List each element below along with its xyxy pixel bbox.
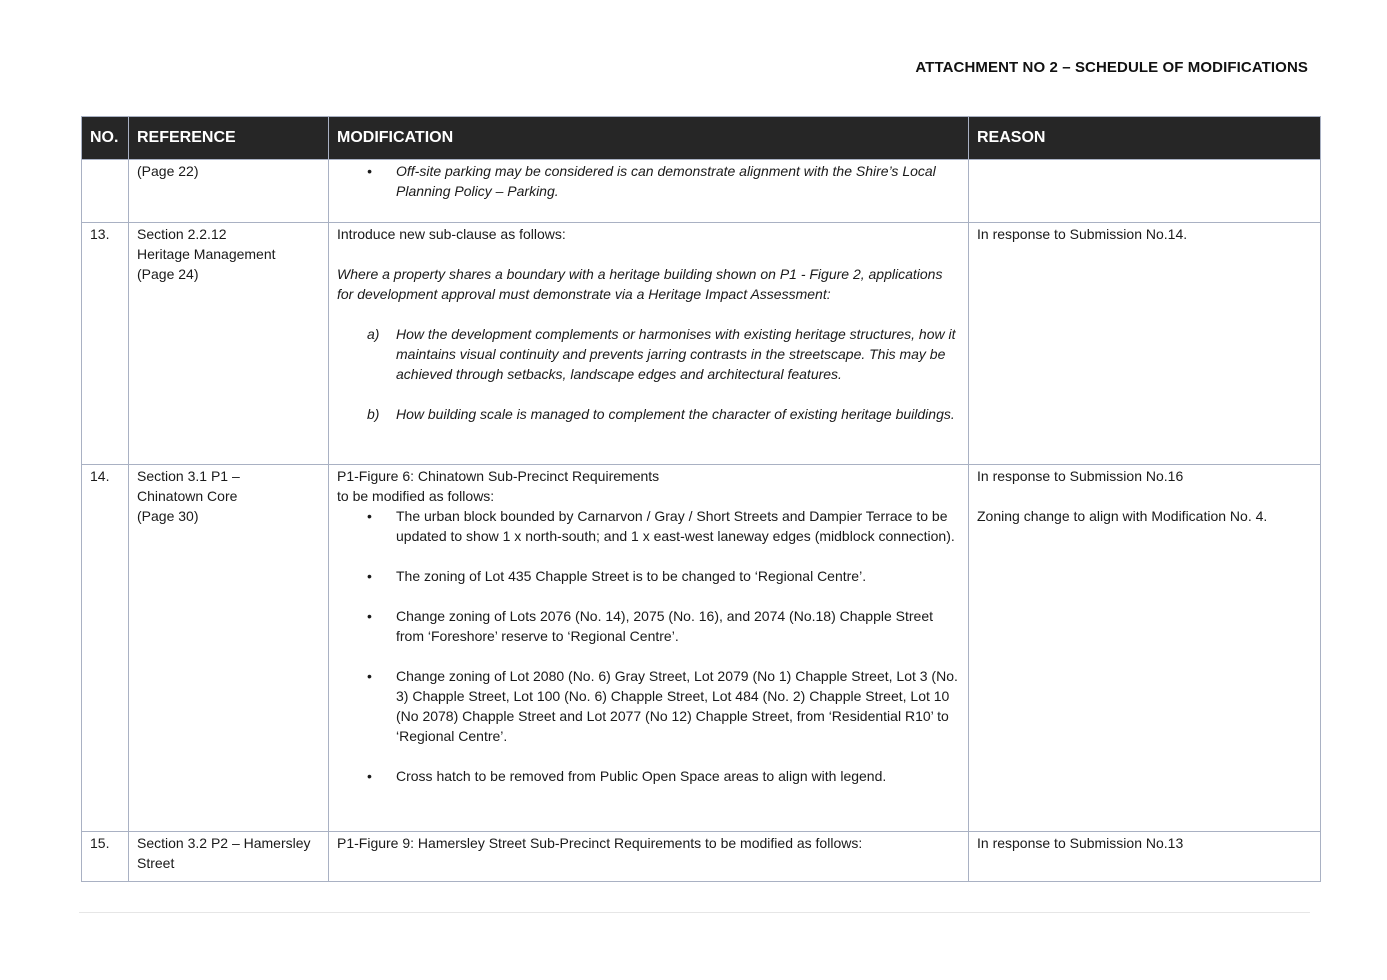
cell-reference bbox=[129, 832, 329, 882]
cell-modification bbox=[329, 223, 969, 465]
cell-reference bbox=[129, 160, 329, 223]
reference-line: (Page 30) bbox=[137, 508, 199, 524]
list-marker: a) bbox=[367, 326, 380, 342]
reason-line: In response to Submission No.16 bbox=[977, 468, 1184, 484]
modification-intro: to be modified as follows: bbox=[337, 488, 495, 504]
modification-intro: P1-Figure 6: Chinatown Sub-Precinct Requirements bbox=[337, 468, 660, 484]
cell-modification: P1-Figure 9: Hamersley Street Sub-Precinct Requirements to be modified as follows: bbox=[329, 832, 969, 882]
list-item: • Change zoning of Lot 2080 (No. 6) Gray Street, Lot 2079 (No 1) Chapple Street, Lot 3 (No. 3) Chapple Street, Lot 100 (No. 6) Chapple Street, Lot 484 (No. 2) Chapple Street, Lot 10 (No 2078) Chapple Street and Lot 2077 (No 12) Chapple Street, from ‘Residential R10’ to ‘Regional Centre’. bbox=[367, 666, 960, 746]
list-item: • Change zoning of Lots 2076 (No. 14), 2075 (No. 16), and 2074 (No.18) Chapple Street from ‘Foreshore’ reserve to ‘Regional Centre’. bbox=[367, 606, 960, 646]
reference-line: (Page 22) bbox=[137, 163, 199, 179]
table-row bbox=[82, 465, 1321, 832]
cell-no: 14. bbox=[82, 465, 129, 832]
list-marker: b) bbox=[367, 406, 380, 422]
reference-line: Street bbox=[137, 855, 175, 871]
reference-line: Heritage Management bbox=[137, 246, 276, 262]
list-item: • The zoning of Lot 435 Chapple Street is to be changed to ‘Regional Centre’. bbox=[367, 566, 960, 586]
list-item bbox=[367, 324, 960, 384]
table-header-row bbox=[82, 117, 1321, 160]
cell-no bbox=[82, 160, 129, 223]
column-header-reference: REFERENCE bbox=[129, 117, 329, 160]
reference-line: (Page 24) bbox=[137, 266, 199, 282]
list-text: How the development complements or harmonises with existing heritage structures, how it maintains visual continuity and prevents jarring contrasts in the streetscape. This may be achieved through setbacks, landscape edges and architectural features. bbox=[396, 326, 956, 382]
reference-line: Chinatown Core bbox=[137, 488, 238, 504]
page-title: ATTACHMENT NO 2 – SCHEDULE OF MODIFICATIONS bbox=[915, 59, 1308, 76]
table-row bbox=[82, 223, 1321, 465]
modification-lead: Where a property shares a boundary with a heritage building shown on P1 - Figure 2, applications for development approval must demonstrate via a Heritage Impact Assessment: bbox=[337, 266, 943, 302]
bullet-list bbox=[367, 161, 960, 201]
cell-no: 13. bbox=[82, 223, 129, 465]
column-header-modification: MODIFICATION bbox=[329, 117, 969, 160]
footer-divider bbox=[79, 912, 1310, 913]
column-header-reason: REASON bbox=[969, 117, 1321, 160]
reference-line: Section 3.1 P1 – bbox=[137, 468, 240, 484]
list-item: • Cross hatch to be removed from Public Open Space areas to align with legend. bbox=[367, 766, 960, 786]
cell-no: 15. bbox=[82, 832, 129, 882]
modification-intro: Introduce new sub-clause as follows: bbox=[337, 226, 566, 242]
table-row bbox=[82, 832, 1321, 882]
cell-reason bbox=[969, 465, 1321, 832]
cell-modification bbox=[329, 160, 969, 223]
cell-modification bbox=[329, 465, 969, 832]
alpha-list bbox=[367, 324, 960, 424]
reason-line: Zoning change to align with Modification No. 4. bbox=[977, 508, 1268, 524]
list-item: • The urban block bounded by Carnarvon / Gray / Short Streets and Dampier Terrace to be updated to show 1 x north-south; and 1 x east-west laneway edges (midblock connection). bbox=[367, 506, 960, 546]
list-item: • Off-site parking may be considered is can demonstrate alignment with the Shire’s Local Planning Policy – Parking. bbox=[367, 161, 960, 201]
cell-reason: In response to Submission No.14. bbox=[969, 223, 1321, 465]
list-item bbox=[367, 404, 960, 424]
reference-line: Section 2.2.12 bbox=[137, 226, 227, 242]
cell-reference bbox=[129, 223, 329, 465]
reference-line: Section 3.2 P2 – Hamersley bbox=[137, 835, 311, 851]
cell-reference bbox=[129, 465, 329, 832]
schedule-table bbox=[81, 116, 1321, 882]
list-text: How building scale is managed to complement the character of existing heritage buildings. bbox=[396, 406, 955, 422]
cell-reason: In response to Submission No.13 bbox=[969, 832, 1321, 882]
bullet-list bbox=[367, 506, 960, 786]
cell-reason bbox=[969, 160, 1321, 223]
column-header-no: NO. bbox=[82, 117, 129, 160]
table-row bbox=[82, 160, 1321, 223]
